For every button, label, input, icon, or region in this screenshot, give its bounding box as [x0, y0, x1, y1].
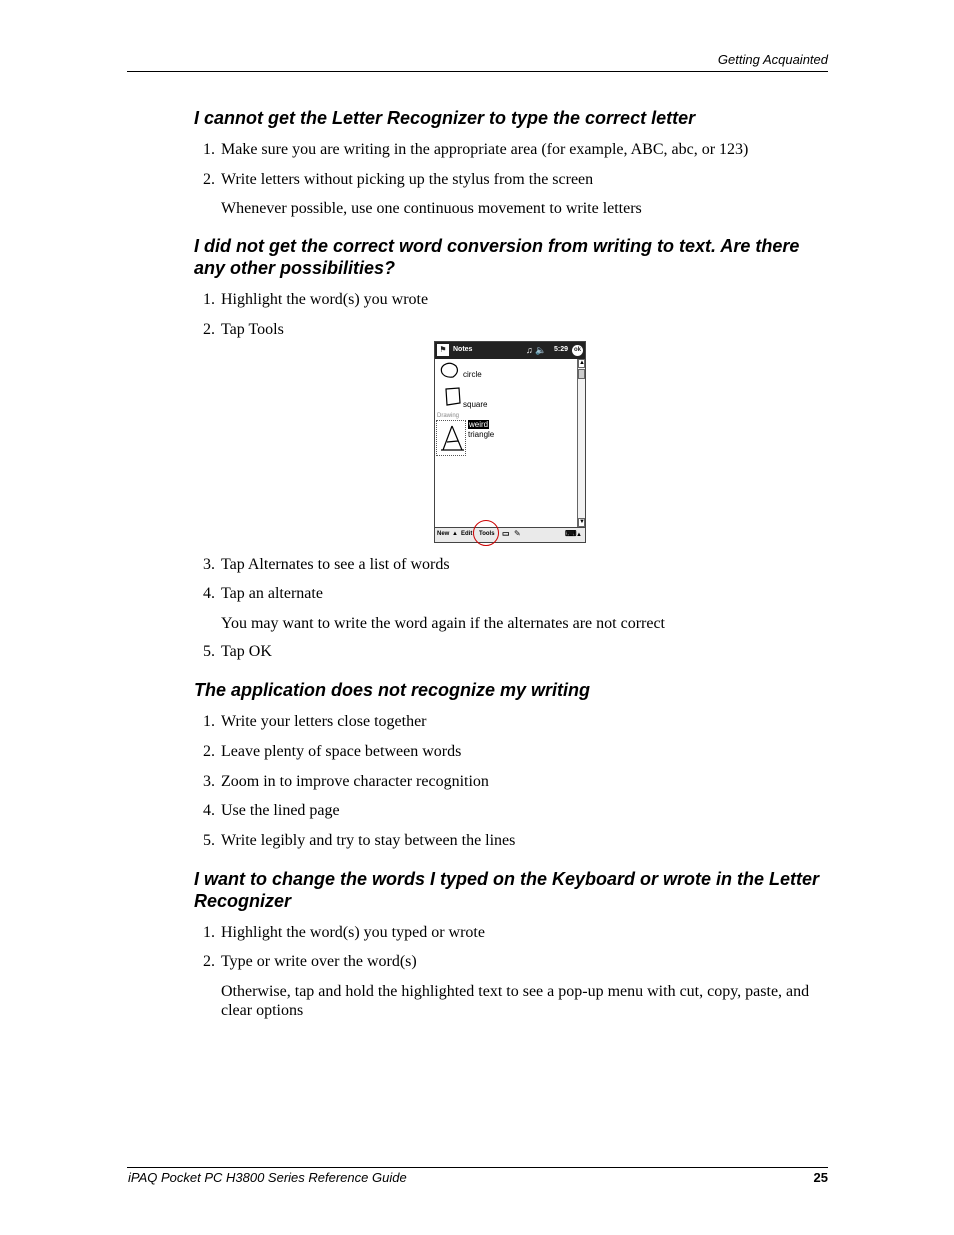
list-item [203, 555, 450, 574]
list-text: Write your letters close together [221, 713, 427, 730]
list-number: 3. [203, 773, 215, 790]
list-number: 2. [203, 171, 215, 188]
list-item [203, 952, 417, 971]
list-item [203, 140, 748, 159]
list-number: 1. [203, 291, 215, 308]
list-text: Leave plenty of space between words [221, 743, 462, 760]
list-text: Highlight the word(s) you typed or wrote [221, 924, 485, 941]
device-title-bar [435, 342, 585, 359]
section-heading: I did not get the correct word conversion from writing to text. Are there any other possibilities? [194, 236, 800, 278]
list-text: Write letters without picking up the stylus from the screen [221, 171, 594, 188]
weird-label: weird [469, 420, 489, 429]
list-number: 4. [203, 585, 215, 602]
tape-icon[interactable]: ▭ [502, 529, 510, 538]
list-number: 1. [203, 924, 215, 941]
list-number: 4. [203, 802, 215, 819]
list-item [203, 584, 323, 603]
device-app-title: Notes [453, 346, 473, 353]
list-number: 1. [203, 141, 215, 158]
list-text: Tap an alternate [221, 585, 323, 602]
tools-highlight-circle [473, 520, 499, 546]
list-text: Tap Alternates to see a list of words [221, 556, 450, 573]
section-heading: I cannot get the Letter Recognizer to type the correct letter [194, 108, 696, 128]
note-paragraph: Otherwise, tap and hold the highlighted text to see a pop-up menu with cut, copy, paste, and clear options [221, 983, 810, 1019]
note-paragraph: You may want to write the word again if the alternates are not correct [221, 615, 665, 632]
list-number: 3. [203, 556, 215, 573]
list-item [203, 801, 340, 820]
notes-screenshot [434, 341, 586, 543]
list-number: 5. [203, 643, 215, 660]
drawing-label: Drawing [437, 413, 460, 419]
circle-label: circle [463, 370, 482, 379]
scroll-down-icon[interactable]: ▼ [579, 519, 585, 525]
list-text: Tap OK [221, 643, 272, 660]
new-arrow-icon[interactable]: ▲ [452, 531, 458, 537]
list-item [203, 642, 272, 661]
menu-tools[interactable]: Tools [479, 531, 495, 537]
page-number: 25 [813, 1170, 828, 1185]
list-number: 2. [203, 953, 215, 970]
list-number: 2. [203, 321, 215, 338]
list-text: Highlight the word(s) you wrote [221, 291, 429, 308]
square-sketch-icon [443, 386, 463, 408]
list-item [203, 831, 515, 850]
header-rule [127, 71, 828, 72]
running-header: Getting Acquainted [717, 52, 828, 67]
list-text: Zoom in to improve character recognition [221, 773, 489, 790]
list-number: 5. [203, 832, 215, 849]
list-text: Type or write over the word(s) [221, 953, 417, 970]
drawing-box[interactable] [436, 420, 466, 456]
list-item [203, 170, 593, 189]
connection-volume-icon: ♫ 🔈 [526, 345, 547, 355]
menu-new[interactable]: New [437, 531, 450, 537]
list-text: Make sure you are writing in the appropriate area (for example, ABC, abc, or 123) [221, 141, 749, 158]
footer-rule [127, 1167, 828, 1168]
device-clock: 5:29 [554, 346, 569, 353]
ok-button[interactable]: ok [572, 345, 583, 356]
list-item [203, 742, 461, 761]
highlighted-word[interactable] [468, 420, 489, 429]
scrollbar[interactable] [577, 359, 585, 527]
start-menu-icon[interactable]: ⚑ [437, 344, 449, 356]
list-item [203, 712, 427, 731]
list-text: Tap Tools [221, 321, 284, 338]
scroll-thumb[interactable] [578, 369, 585, 379]
list-item [203, 923, 485, 942]
footer-guide-title: iPAQ Pocket PC H3800 Series Reference Guide [128, 1170, 407, 1185]
list-text: Write legibly and try to stay between the lines [221, 832, 516, 849]
note-paragraph: Whenever possible, use one continuous movement to write letters [221, 200, 642, 217]
pen-icon[interactable]: ✎ [514, 529, 521, 538]
keyboard-icon[interactable]: ⌨ [565, 529, 577, 538]
triangle-label: triangle [468, 430, 495, 439]
section-heading: The application does not recognize my writing [194, 680, 591, 700]
section-heading: I want to change the words I typed on the Keyboard or wrote in the Letter Recognizer [194, 869, 820, 911]
list-item [203, 290, 428, 309]
square-label: square [463, 400, 488, 409]
list-number: 1. [203, 713, 215, 730]
scroll-up-icon[interactable]: ▲ [579, 360, 585, 366]
input-arrow-icon[interactable]: ▲ [576, 532, 582, 538]
menu-edit[interactable]: Edit [461, 531, 473, 537]
list-item [203, 320, 284, 339]
list-number: 2. [203, 743, 215, 760]
triangle-sketch-icon [437, 421, 467, 457]
circle-sketch-icon [439, 362, 461, 380]
list-text: Use the lined page [221, 802, 340, 819]
list-item [203, 772, 489, 791]
device-menu-bar [435, 527, 585, 542]
